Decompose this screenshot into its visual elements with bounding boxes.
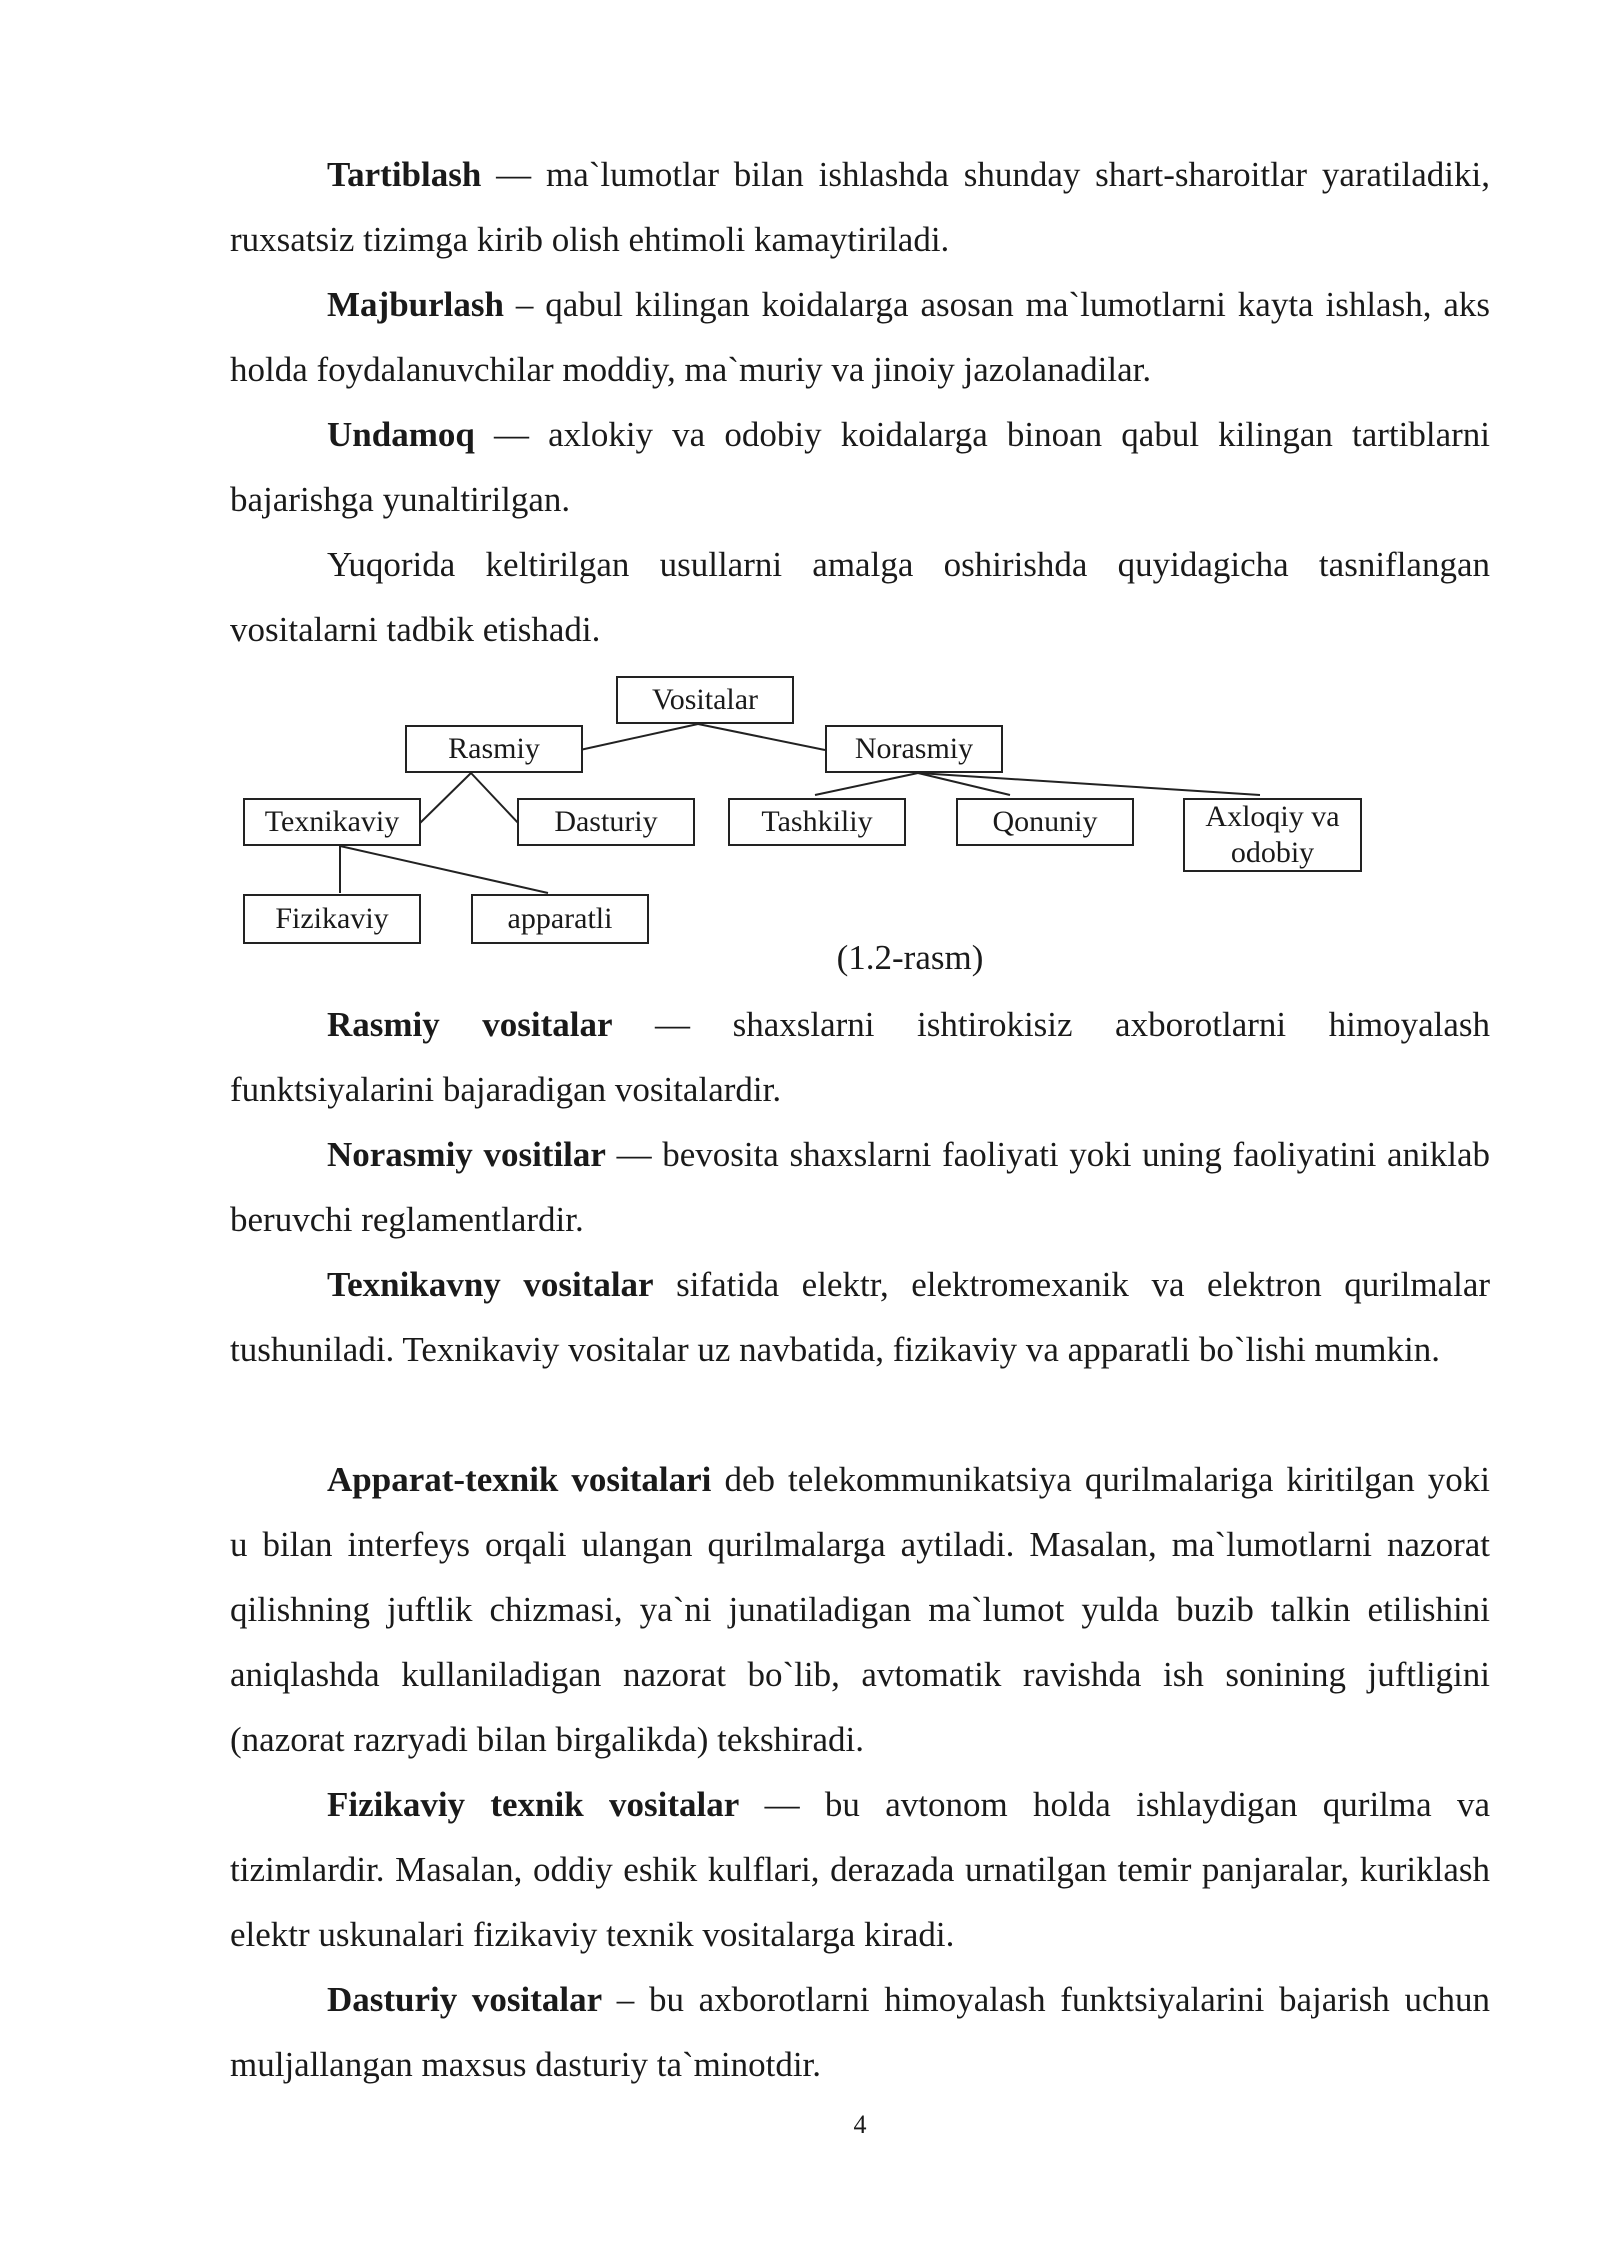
paragraph-undamoq [230,402,1490,532]
connector-texnikaviy-apparatli [340,846,548,893]
diagram-node-qonuniy: Qonuniy [956,798,1134,846]
paragraph-rasmiy-vositalar [230,992,1490,1122]
figure-caption: (1.2-rasm) [836,938,984,977]
diagram-node-fizikaviy: Fizikaviy [243,894,421,944]
definition-tartiblash: — ma`lumotlar bilan ishlashda shunday shart-sharoitlar yaratiladiki, ruxsatsiz tizimga kirib olish ehtimoli kamaytiriladi. [230,155,1490,259]
connector-norasmiy-axloqiy [918,773,1260,795]
definition-norasmiy-vositilar: — bevosita shaxslarni faoliyati yoki uning faoliyatini aniklab beruvchi reglamentlardir. [230,1135,1491,1239]
definition-majburlash: – qabul kilingan koidalarga asosan ma`lumotlarni kayta ishlash, aks holda foydalanuvchilar moddiy, ma`muriy va jinoiy jazolanadilar. [230,285,1490,389]
term-apparat-texnik: Apparat-texnik vositalari [327,1460,712,1499]
paragraph-tartiblash [230,142,1490,272]
term-fizikaviy-texnik: Fizikaviy texnik vositalar [327,1785,740,1824]
diagram-node-axloqiy-odobiy [1183,798,1362,872]
diagram-node-norasmiy: Norasmiy [825,725,1003,773]
paragraph-majburlash [230,272,1490,402]
connector-rasmiy-dasturiy [471,773,520,825]
diagram-node-vositalar: Vositalar [616,676,794,724]
diagram-node-rasmiy: Rasmiy [405,725,583,773]
connector-root-rasmiy [580,724,698,750]
page-number: 4 [853,2110,867,2139]
paragraph-norasmiy-vositilar [230,1122,1490,1252]
connector-norasmiy-tashkiliy [815,773,918,795]
definition-fizikaviy-texnik: — bu avtonom holda ishlaydigan qurilma va tizimlardir. Masalan, oddiy eshik kulflari, derazada urnatilgan temir panjaralar, kuriklash elektr uskunalari fizikaviy texnik vositalarga kiradi. [230,1785,1490,1954]
connector-root-norasmiy [698,724,825,750]
axloqiy-label-line2: odobiy [1230,836,1315,869]
paragraph-intro [230,532,1490,662]
term-norasmiy-vositilar: Norasmiy vositilar [327,1135,606,1174]
term-majburlash: Majburlash [327,285,504,324]
definition-undamoq: — axlokiy va odobiy koidalarga binoan qabul kilingan tartiblarni bajarishga yunaltirilgan. [230,415,1490,519]
connector-rasmiy-texnikaviy [418,773,471,825]
diagram-node-apparatli: apparatli [471,894,649,944]
paragraph-fizikaviy-texnik [230,1772,1490,1967]
term-texnikaviy-vositalar: Texnikavny vositalar [327,1265,654,1304]
paragraph-dasturiy-vositalar [230,1967,1490,2097]
definition-apparat-texnik: deb telekommunikatsiya qurilmalariga kiritilgan yoki u bilan interfeys orqali ulangan qurilmalarga aytiladi. Masalan, ma`lumotlarni nazorat qilishning juftlik chizmasi, ya`ni junatiladigan ma`lumot yulda buzib talkin etilishini aniqlashda kullaniladigan nazorat bo`lib, avtomatik ravishda ish sonining juftligini (nazorat razryadi bilan birgalikda) tekshiradi. [230,1460,1490,1759]
definition-rasmiy-vositalar: — shaxslarni ishtirokisiz axborotlarni himoyalash funktsiyalarini bajaradigan vositalardir. [230,1005,1490,1109]
connector-norasmiy-qonuniy [918,773,1010,795]
paragraph-texnikaviy-vositalar [230,1252,1490,1382]
term-dasturiy-vositalar: Dasturiy vositalar [327,1980,603,2019]
diagram-node-dasturiy: Dasturiy [517,798,695,846]
axloqiy-label-line1: Axloqiy va [1205,800,1340,833]
diagram-node-tashkiliy: Tashkiliy [728,798,906,846]
definition-dasturiy-vositalar: – bu axborotlarni himoyalash funktsiyalarini bajarish uchun muljallangan maxsus dasturiy ta`minotdir. [230,1980,1490,2084]
term-undamoq: Undamoq [327,415,475,454]
paragraph-apparat-texnik [230,1447,1490,1772]
definition-texnikaviy-vositalar: sifatida elektr, elektromexanik va elektron qurilmalar tushuniladi. Texnikaviy vositalar uz navbatida, fizikaviy va apparatli bo`lishi mumkin. [230,1265,1491,1369]
term-rasmiy-vositalar: Rasmiy vositalar [327,1005,613,1044]
diagram-node-texnikaviy: Texnikaviy [243,798,421,846]
term-tartiblash: Tartiblash [327,155,482,194]
intro-text: Yuqorida keltirilgan usullarni amalga oshirishda quyidagicha tasniflangan vositalarni tadbik etishadi. [230,545,1490,649]
